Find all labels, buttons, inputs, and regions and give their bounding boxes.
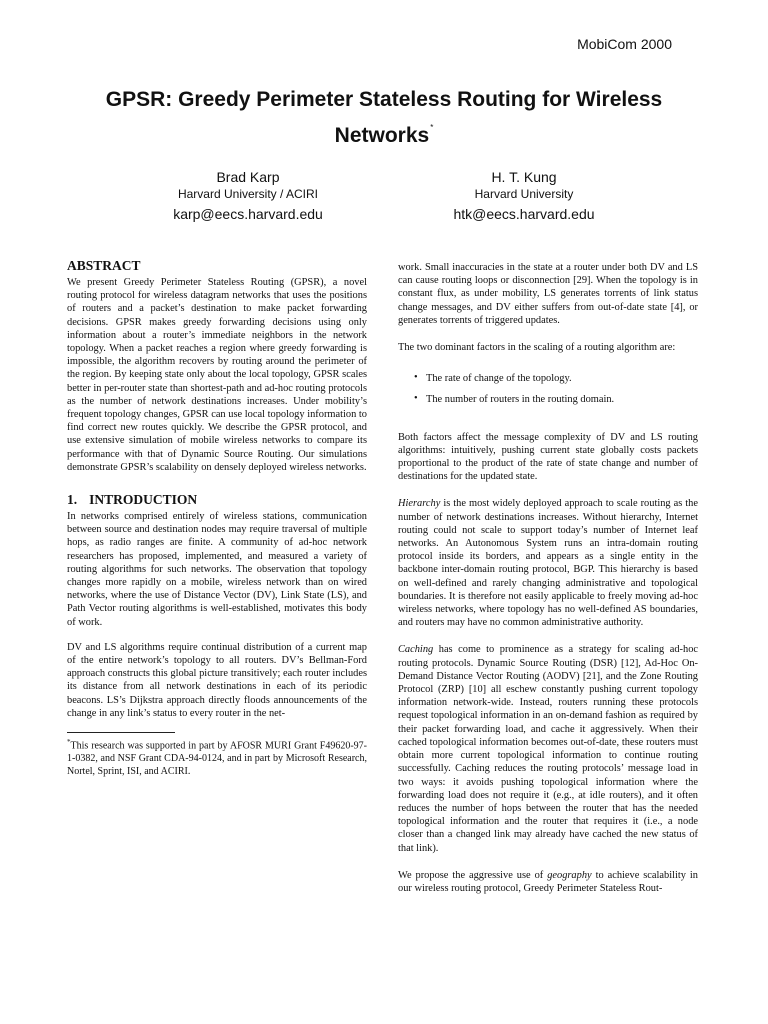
caching-text: has come to prominence as a strategy for scaling ad-hoc routing protocols. Dynamic Source Routing (DSR) [12], Ad-Hoc On-Demand Distance Vector Routing (AODV) [21], and the Zone Routing Protocol (ZRP) [10] all eschew constantly pushing current topology information network-wide. Instead, routers running these protocols request topological information in an on-demand fashion as required by their packet forwarding load, and cache it aggressively. When their cached topological information becomes out-of-date, these routers must obtain more current topological information to continue routing successfully. Caching reduces the routing protocols’ message load in two ways: it avoids pushing topological information where the forwarding load does not require it (e.g., at idle routers), and it often reduces the number of hops between the router that has the needed topological information and the router that requires it (i.e., a node closer than a changed link may already have cached the new status of that link). (398, 644, 698, 854)
geography-term: geography (547, 869, 592, 881)
footnote-marker: * (67, 738, 71, 747)
caching-term: Caching (398, 644, 434, 656)
right-paragraph-3: Both factors affect the message complexity of DV and LS routing algorithms: intuitively, pushing current state globally costs packets proportional to the product of the rate of state change and number of destinations for the updated state. (398, 431, 698, 483)
intro-paragraph-1: In networks comprised entirely of wireless stations, communication between source and destination nodes may require traversal of multiple hops, as radio ranges are finite. A community of ad-hoc network researchers has proposed, implemented, and measured a variety of routing algorithms for such networks. The observation that topology changes more rapidly on a mobile, wireless network than on wired networks, where the use of Distance Vector (DV), Link State (LS), and Path Vector routing algorithms is well-established, motivates this body of work. (67, 511, 367, 628)
right-paragraph-2: The two dominant factors in the scaling of a routing algorithm are: (398, 342, 676, 354)
intro-paragraph-2: DV and LS algorithms require continual distribution of a current map of the entire network’s topology to all routers. DV’s Bellman-Ford approach constructs this global picture transitively; each router includes its distance from all network destinations in each of its periodic beacons. LS’s Dijkstra approach directly floods announcements of the change in any link’s status to every router in the net- (67, 641, 367, 719)
author-email: karp@eecs.harvard.edu (173, 206, 323, 222)
author-name: H. T. Kung (491, 169, 557, 185)
author-affiliation: Harvard University (474, 187, 574, 201)
scaling-factors-list (398, 372, 698, 406)
geography-text-pre: We propose the aggressive use of (398, 869, 548, 881)
author-block-1 (98, 168, 398, 224)
section-number: 1. (67, 492, 78, 508)
list-item-text: The rate of change of the topology. (426, 373, 572, 385)
geography-text: to achieve scalability in our wireless routing protocol, Greedy Perimeter Stateless Rout- (398, 869, 698, 894)
bullet-icon: • (414, 393, 418, 405)
venue-label: MobiCom 2000 (577, 36, 672, 52)
abstract-text: We present Greedy Perimeter Stateless Routing (GPSR), a novel routing protocol for wireless datagram networks that uses the positions of routers and a packet’s destination to make packet forwarding decisions. GPSR makes greedy forwarding decisions using only information about a router’s immediate neighbors in the network topology. When a packet reaches a region where greedy forwarding is impossible, the algorithm recovers by routing around the perimeter of the region. By keeping state only about the local topology, GPSR scales better in per-router state than shortest-path and ad-hoc routing protocols as the number of network destinations increases. Under mobility’s frequent topology changes, GPSR can use local topology information to find correct new routes quickly. We describe the GPSR protocol, and use extensive simulation of mobile wireless networks to compare its performance with that of Dynamic Source Routing. Our simulations demonstrate GPSR’s scalability on densely deployed wireless networks. (67, 277, 367, 473)
section-title: INTRODUCTION (89, 492, 198, 508)
caching-paragraph (398, 643, 698, 854)
author-email: htk@eecs.harvard.edu (453, 206, 595, 222)
author-name: Brad Karp (216, 169, 280, 185)
title-footnote-marker: * (430, 123, 434, 132)
list-item (398, 393, 698, 406)
paper-title (60, 86, 708, 150)
list-item-text: The number of routers in the routing domain. (426, 394, 615, 406)
left-column (67, 258, 367, 778)
footnote-text: This research was supported in part by AFOSR MURI Grant F49620-97-1-0382, and NSF Grant CDA-94-0124, and in part by Microsoft Research, Nortel, Sprint, ISI, and ACIRI. (67, 740, 367, 777)
bullet-icon: • (414, 372, 418, 384)
footnote (67, 736, 367, 778)
hierarchy-term: Hierarchy (398, 498, 441, 510)
introduction-heading (67, 492, 367, 508)
list-item (398, 372, 698, 385)
right-column (398, 261, 698, 909)
abstract-heading: ABSTRACT (67, 258, 141, 273)
author-affiliation: Harvard University / ACIRI (177, 187, 319, 201)
footnote-rule (67, 732, 175, 733)
hierarchy-paragraph (398, 497, 698, 629)
author-block-2 (374, 168, 674, 224)
paper-title-text: GPSR: Greedy Perimeter Stateless Routing for Wireless Networks (105, 88, 663, 147)
right-paragraph-1: work. Small inaccuracies in the state at a router under both DV and LS can cause routing loops or disconnection [29]. When the topology is in constant flux, as under mobility, LS generates torrents of link status change messages, and DV either suffers from out-of-date state [4], or generates torrents of triggered updates. (398, 262, 698, 326)
geography-paragraph (398, 869, 698, 895)
hierarchy-text: is the most widely deployed approach to scale routing as the number of network destinations increases. Without hierarchy, Internet routing could not scale to support today’s number of Internet leaf networks. An Autonomous System runs an intra-domain routing protocol inside its borders, and appears as a single entity in the backbone inter-domain routing protocol, BGP. This hierarchy is based on well-defined and rarely changing administrative and topological boundaries. It is therefore not easily applicable to freely moving ad-hoc wireless networks, where topology has no well-defined AS boundaries, and routers may have no common administrative authority. (398, 498, 698, 629)
